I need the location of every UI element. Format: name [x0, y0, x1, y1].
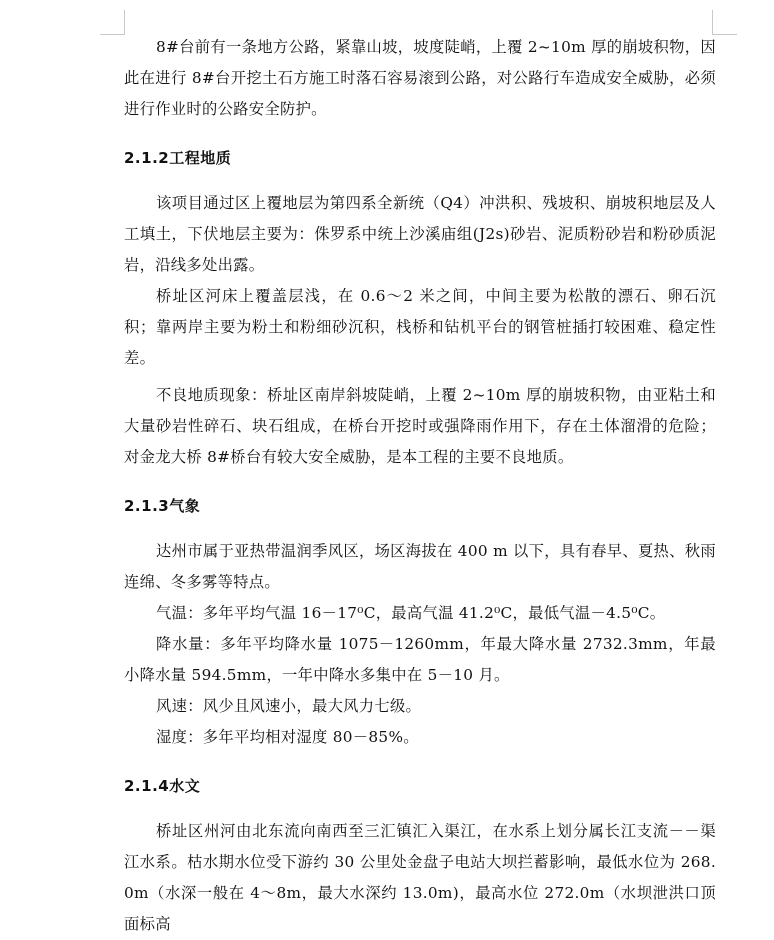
paragraph-meteorology-3: 降水量：多年平均降水量 1075－1260mm，年最大降水量 2732.3mm，年最小降水量 594.5mm，一年中降水多集中在 5－10 月。	[124, 635, 716, 684]
document-body[interactable]	[124, 32, 716, 940]
heading-hydrology: 2.1.4水文	[124, 777, 201, 795]
paragraph-geology-2: 桥址区河床上覆盖层浅，在 0.6～2 米之间，中间主要为松散的漂石、卵石沉积；靠两岸主要为粉土和粉细砂沉积，栈桥和钻机平台的钢管桩插打较困难、稳定性差。	[124, 287, 716, 367]
paragraph-meteorology-5: 湿度：多年平均相对湿度 80－85%。	[156, 728, 419, 746]
paragraph-geology-3: 不良地质现象：桥址区南岸斜坡陡峭，上覆 2~10m 厚的崩坡积物，由亚粘土和大量砂岩性碎石、块石组成，在桥台开挖时或强降雨作用下，存在土体溜滑的危险；对金龙大桥 8#桥台有较大安全威胁，是本工程的主要不良地质。	[124, 386, 716, 466]
heading-meteorology: 2.1.3气象	[124, 497, 201, 515]
paragraph-meteorology-1: 达州市属于亚热带温润季风区，场区海拔在 400 m 以下，具有春早、夏热、秋雨连绵、冬多雾等特点。	[124, 542, 716, 591]
heading-geology: 2.1.2工程地质	[124, 149, 232, 167]
margin-corner-top-left	[100, 10, 125, 35]
paragraph-hydrology-1: 桥址区州河由北东流向南西至三汇镇汇入渠江，在水系上划分属长江支流－－渠江水系。枯水期水位受下游约 30 公里处金盘子电站大坝拦蓄影响，最低水位为 268.0m（水深一般在 4～8m，最大水深约 13.0m)，最高水位 272.0m（水坝泄洪口顶面标高	[124, 822, 716, 933]
paragraph-geology-1: 该项目通过区上覆地层为第四系全新统（Q4）冲洪积、残坡积、崩坡积地层及人工填土，下伏地层主要为：侏罗系中统上沙溪庙组(J2s)砂岩、泥质粉砂岩和粉砂质泥岩，沿线多处出露。	[124, 194, 716, 274]
paragraph-meteorology-4: 风速：风少且风速小，最大风力七级。	[156, 697, 422, 715]
paragraph-intro: 8#台前有一条地方公路，紧靠山坡，坡度陡峭，上覆 2~10m 厚的崩坡积物，因此在进行 8#台开挖土石方施工时落石容易滚到公路，对公路行车造成安全威胁，必须进行作业时的公路安全防护。	[124, 38, 716, 118]
paragraph-meteorology-2: 气温：多年平均气温 16－17⁰C，最高气温 41.2⁰C，最低气温－4.5⁰C。	[156, 604, 666, 622]
